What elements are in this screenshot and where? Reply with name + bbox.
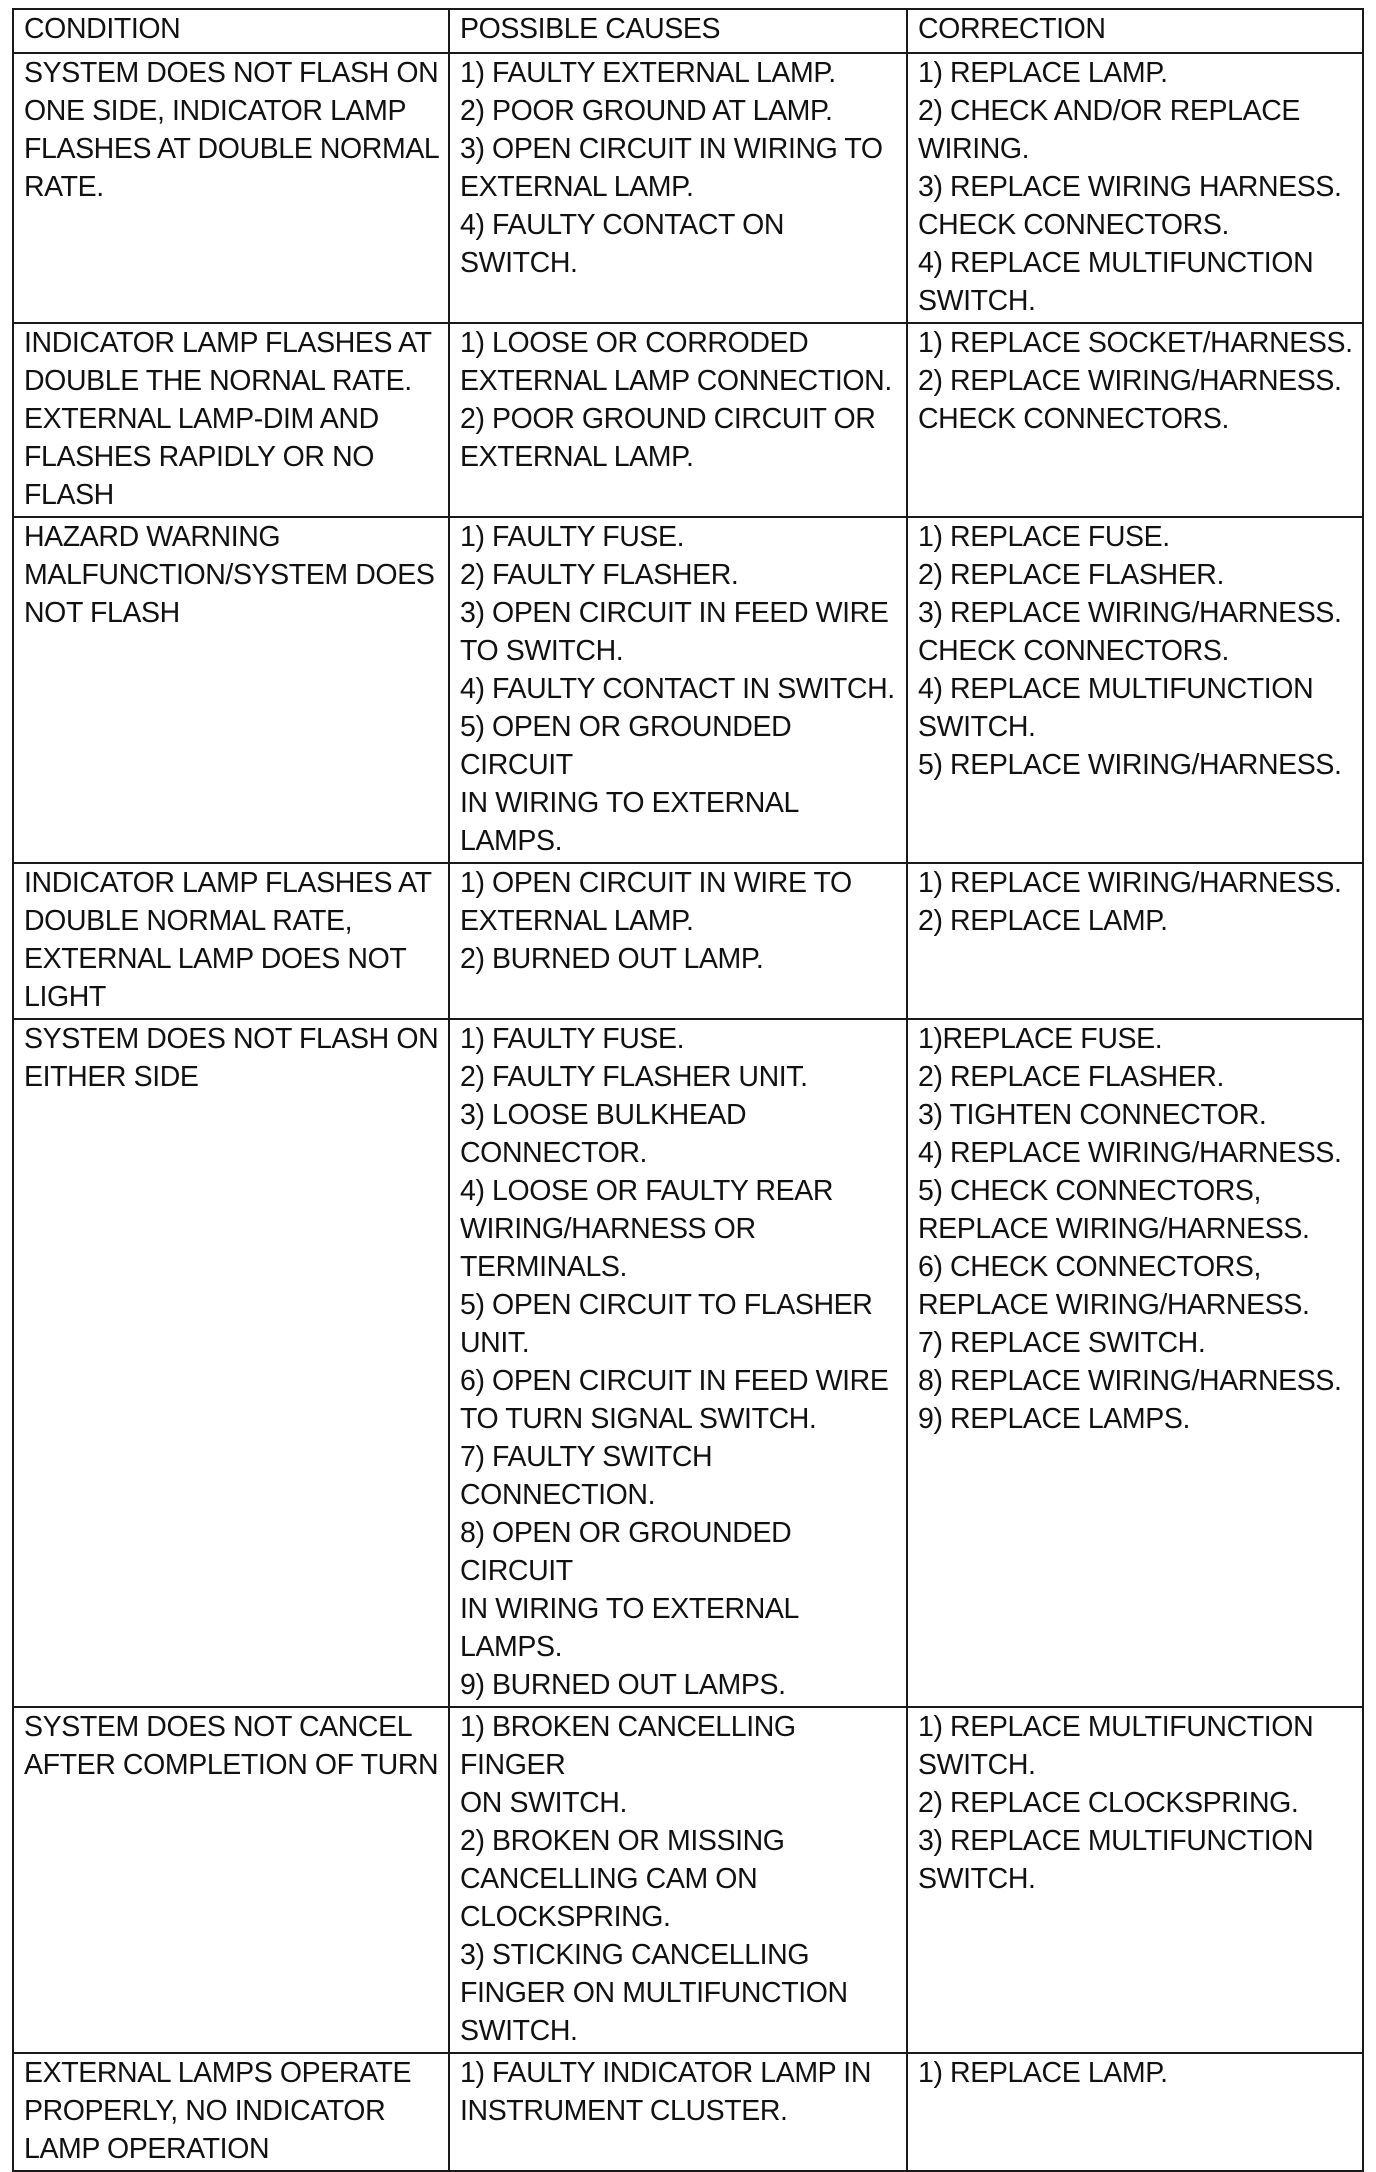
correction-cell: 1)REPLACE FUSE. 2) REPLACE FLASHER. 3) TIGHTEN CONNECTOR. 4) REPLACE WIRING/HARNESS. 5) CHECK CONNECTORS, REPLACE WIRING/HARNESS. 6) CHECK CONNECTORS, REPLACE WIRING/HARNESS. 7) REPLACE SWITCH. 8) REPLACE WIRING/HARNESS. 9) REPLACE LAMPS. (907, 1019, 1363, 1707)
table-row (13, 323, 1363, 517)
condition-cell: EXTERNAL LAMPS OPERATE PROPERLY, NO INDICATOR LAMP OPERATION (13, 2053, 449, 2171)
condition-cell: SYSTEM DOES NOT FLASH ON EITHER SIDE (13, 1019, 449, 1707)
header-possible-causes: POSSIBLE CAUSES (449, 9, 907, 53)
header-correction: CORRECTION (907, 9, 1363, 53)
table-row (13, 2053, 1363, 2171)
condition-cell: HAZARD WARNING MALFUNCTION/SYSTEM DOES NOT FLASH (13, 517, 449, 863)
diagnosis-table (12, 8, 1364, 2172)
table-header-row (13, 9, 1363, 53)
table-row (13, 1019, 1363, 1707)
condition-cell: SYSTEM DOES NOT FLASH ON ONE SIDE, INDICATOR LAMP FLASHES AT DOUBLE NORMAL RATE. (13, 53, 449, 323)
table-row (13, 863, 1363, 1019)
causes-cell: 1) FAULTY INDICATOR LAMP IN INSTRUMENT CLUSTER. (449, 2053, 907, 2171)
correction-cell: 1) REPLACE SOCKET/HARNESS. 2) REPLACE WIRING/HARNESS. CHECK CONNECTORS. (907, 323, 1363, 517)
condition-cell: SYSTEM DOES NOT CANCEL AFTER COMPLETION OF TURN (13, 1707, 449, 2053)
correction-cell: 1) REPLACE LAMP. (907, 2053, 1363, 2171)
causes-cell: 1) LOOSE OR CORRODED EXTERNAL LAMP CONNECTION. 2) POOR GROUND CIRCUIT OR EXTERNAL LAMP. (449, 323, 907, 517)
condition-cell: INDICATOR LAMP FLASHES AT DOUBLE NORMAL RATE, EXTERNAL LAMP DOES NOT LIGHT (13, 863, 449, 1019)
condition-cell: INDICATOR LAMP FLASHES AT DOUBLE THE NORNAL RATE. EXTERNAL LAMP-DIM AND FLASHES RAPIDLY OR NO FLASH (13, 323, 449, 517)
correction-cell: 1) REPLACE LAMP. 2) CHECK AND/OR REPLACE WIRING. 3) REPLACE WIRING HARNESS. CHECK CONNECTORS. 4) REPLACE MULTIFUNCTION SWITCH. (907, 53, 1363, 323)
correction-cell: 1) REPLACE WIRING/HARNESS. 2) REPLACE LAMP. (907, 863, 1363, 1019)
causes-cell: 1) BROKEN CANCELLING FINGER ON SWITCH. 2) BROKEN OR MISSING CANCELLING CAM ON CLOCKSPRING. 3) STICKING CANCELLING FINGER ON MULTIFUNCTION SWITCH. (449, 1707, 907, 2053)
causes-cell: 1) FAULTY EXTERNAL LAMP. 2) POOR GROUND AT LAMP. 3) OPEN CIRCUIT IN WIRING TO EXTERNAL LAMP. 4) FAULTY CONTACT ON SWITCH. (449, 53, 907, 323)
table-row (13, 517, 1363, 863)
table-row (13, 1707, 1363, 2053)
diagnosis-document (12, 8, 1362, 2172)
causes-cell: 1) OPEN CIRCUIT IN WIRE TO EXTERNAL LAMP. 2) BURNED OUT LAMP. (449, 863, 907, 1019)
table-row (13, 53, 1363, 323)
causes-cell: 1) FAULTY FUSE. 2) FAULTY FLASHER. 3) OPEN CIRCUIT IN FEED WIRE TO SWITCH. 4) FAULTY CONTACT IN SWITCH. 5) OPEN OR GROUNDED CIRCUIT IN WIRING TO EXTERNAL LAMPS. (449, 517, 907, 863)
header-condition: CONDITION (13, 9, 449, 53)
correction-cell: 1) REPLACE FUSE. 2) REPLACE FLASHER. 3) REPLACE WIRING/HARNESS. CHECK CONNECTORS. 4) REPLACE MULTIFUNCTION SWITCH. 5) REPLACE WIRING/HARNESS. (907, 517, 1363, 863)
correction-cell: 1) REPLACE MULTIFUNCTION SWITCH. 2) REPLACE CLOCKSPRING. 3) REPLACE MULTIFUNCTION SWITCH. (907, 1707, 1363, 2053)
causes-cell: 1) FAULTY FUSE. 2) FAULTY FLASHER UNIT. 3) LOOSE BULKHEAD CONNECTOR. 4) LOOSE OR FAULTY REAR WIRING/HARNESS OR TERMINALS. 5) OPEN CIRCUIT TO FLASHER UNIT. 6) OPEN CIRCUIT IN FEED WIRE TO TURN SIGNAL SWITCH. 7) FAULTY SWITCH CONNECTION. 8) OPEN OR GROUNDED CIRCUIT IN WIRING TO EXTERNAL LAMPS. 9) BURNED OUT LAMPS. (449, 1019, 907, 1707)
